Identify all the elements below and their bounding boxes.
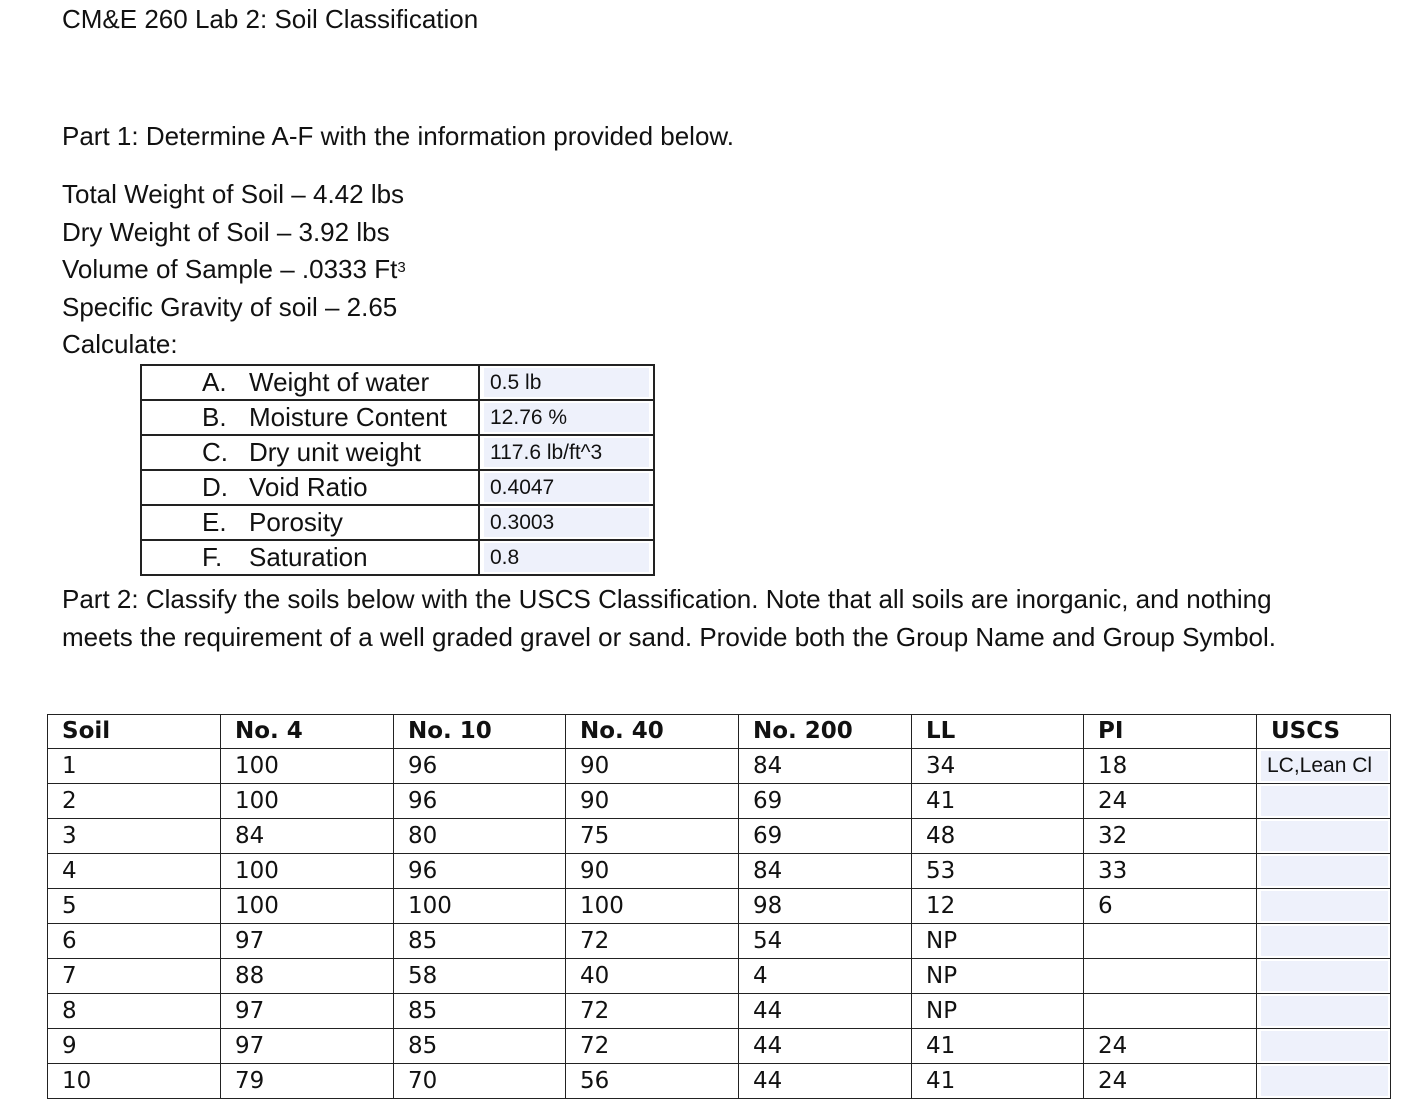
table-cell: 40 — [566, 958, 739, 993]
table-cell: 41 — [912, 1028, 1084, 1063]
dry-weight-line: Dry Weight of Soil – 3.92 lbs — [62, 216, 390, 247]
calc-answer-field[interactable]: 12.76 % — [484, 403, 649, 432]
table-cell: 58 — [394, 958, 566, 993]
table-cell: 53 — [912, 853, 1084, 888]
table-header-row — [48, 715, 1391, 749]
calc-answer-field[interactable]: 117.6 lb/ft^3 — [484, 438, 649, 467]
table-cell: 41 — [912, 1063, 1084, 1098]
table-cell: 72 — [566, 1028, 739, 1063]
table-cell: 44 — [739, 1028, 912, 1063]
uscs-answer-field[interactable] — [1261, 1066, 1388, 1096]
calc-row — [141, 435, 654, 470]
table-cell: 84 — [739, 853, 912, 888]
table-cell: 100 — [221, 748, 394, 783]
table-cell: 32 — [1084, 818, 1257, 853]
table-cell: 90 — [566, 853, 739, 888]
table-cell: 79 — [221, 1063, 394, 1098]
table-row — [48, 958, 1391, 993]
calc-label: Saturation — [249, 542, 368, 572]
table-cell: 100 — [566, 888, 739, 923]
specific-gravity-line: Specific Gravity of soil – 2.65 — [62, 291, 398, 322]
column-header: No. 40 — [566, 715, 739, 749]
column-header: No. 10 — [394, 715, 566, 749]
table-cell: 98 — [739, 888, 912, 923]
table-cell: 80 — [394, 818, 566, 853]
calc-letter: A. — [202, 367, 227, 397]
total-weight-line: Total Weight of Soil – 4.42 lbs — [62, 179, 405, 209]
table-row — [48, 923, 1391, 958]
table-cell: 5 — [48, 888, 221, 923]
volume-line — [62, 251, 406, 289]
table-cell: 70 — [394, 1063, 566, 1098]
table-cell: 44 — [739, 1063, 912, 1098]
uscs-cell — [1257, 1028, 1391, 1063]
calc-letter: F. — [202, 542, 223, 572]
calc-answer-cell — [479, 505, 654, 540]
uscs-cell — [1257, 818, 1391, 853]
calc-answer-field[interactable]: 0.4047 — [484, 473, 649, 502]
uscs-answer-field[interactable] — [1261, 961, 1388, 991]
calc-answer-cell — [479, 470, 654, 505]
table-cell: 100 — [221, 853, 394, 888]
table-cell: 72 — [566, 923, 739, 958]
column-header: No. 200 — [739, 715, 912, 749]
table-row — [48, 818, 1391, 853]
calc-row — [141, 400, 654, 435]
table-cell: 18 — [1084, 748, 1257, 783]
calc-question — [141, 400, 479, 435]
table-cell: 3 — [48, 818, 221, 853]
uscs-cell — [1257, 1063, 1391, 1098]
calc-letter: C. — [202, 437, 228, 467]
table-row — [48, 1063, 1391, 1098]
table-cell: NP — [912, 993, 1084, 1028]
calc-letter: D. — [202, 472, 228, 502]
calc-row — [141, 505, 654, 540]
column-header: USCS — [1257, 715, 1391, 749]
table-cell — [1084, 993, 1257, 1028]
table-cell — [1084, 958, 1257, 993]
soil-classification-table — [47, 714, 1391, 1099]
given-values — [62, 176, 406, 364]
uscs-answer-field[interactable] — [1261, 821, 1388, 851]
calc-answer-cell — [479, 400, 654, 435]
uscs-cell — [1257, 853, 1391, 888]
table-cell: 97 — [221, 923, 394, 958]
uscs-answer-field[interactable] — [1261, 926, 1388, 956]
table-cell: 9 — [48, 1028, 221, 1063]
table-cell: 10 — [48, 1063, 221, 1098]
column-header: LL — [912, 715, 1084, 749]
calc-label: Porosity — [249, 507, 343, 537]
column-header: No. 4 — [221, 715, 394, 749]
volume-text: Volume of Sample – .0333 Ft — [62, 254, 398, 284]
uscs-answer-field[interactable] — [1261, 786, 1388, 816]
calc-answer-cell — [479, 435, 654, 470]
calc-label: Dry unit weight — [249, 437, 421, 467]
table-cell: 7 — [48, 958, 221, 993]
uscs-cell — [1257, 958, 1391, 993]
table-cell: 34 — [912, 748, 1084, 783]
table-cell: 69 — [739, 818, 912, 853]
calc-row — [141, 365, 654, 400]
table-cell: 56 — [566, 1063, 739, 1098]
table-cell: 84 — [221, 818, 394, 853]
calc-letter: E. — [202, 507, 227, 537]
table-cell: 97 — [221, 993, 394, 1028]
table-cell: 85 — [394, 923, 566, 958]
calc-answer-field[interactable]: 0.8 — [484, 543, 649, 572]
table-cell: 72 — [566, 993, 739, 1028]
table-cell — [1084, 923, 1257, 958]
uscs-answer-field[interactable] — [1261, 856, 1388, 886]
column-header: Soil — [48, 715, 221, 749]
table-cell: 96 — [394, 783, 566, 818]
table-cell: 75 — [566, 818, 739, 853]
table-cell: 6 — [48, 923, 221, 958]
table-cell: 6 — [1084, 888, 1257, 923]
table-cell: 97 — [221, 1028, 394, 1063]
uscs-cell — [1257, 783, 1391, 818]
uscs-answer-field[interactable] — [1261, 891, 1388, 921]
document-title: CM&E 260 Lab 2: Soil Classification — [62, 4, 479, 34]
calc-question — [141, 365, 479, 400]
calc-label: Void Ratio — [249, 472, 368, 502]
table-cell: 4 — [48, 853, 221, 888]
table-cell: 4 — [739, 958, 912, 993]
table-cell: 12 — [912, 888, 1084, 923]
calc-label: Weight of water — [249, 367, 430, 397]
part2-instructions: Part 2: Classify the soils below with the USCS Classification. Note that all soils are inorganic, and nothing meets the requirement of a well graded gravel or sand. Provide both the Group Name and Group Symbol. — [62, 584, 1276, 652]
calc-question — [141, 505, 479, 540]
calculation-table — [140, 364, 655, 576]
calculate-label: Calculate: — [62, 329, 178, 359]
table-cell: 85 — [394, 1028, 566, 1063]
table-cell: 1 — [48, 748, 221, 783]
table-cell: 90 — [566, 783, 739, 818]
uscs-answer-field[interactable] — [1261, 996, 1388, 1026]
table-cell: 90 — [566, 748, 739, 783]
uscs-cell — [1257, 748, 1391, 783]
table-cell: 24 — [1084, 1063, 1257, 1098]
calc-row — [141, 470, 654, 505]
table-cell: 69 — [739, 783, 912, 818]
table-cell: 100 — [221, 783, 394, 818]
column-header: PI — [1084, 715, 1257, 749]
table-cell: NP — [912, 958, 1084, 993]
table-cell: 41 — [912, 783, 1084, 818]
table-cell: 44 — [739, 993, 912, 1028]
calc-letter: B. — [202, 402, 227, 432]
calc-answer-field[interactable]: 0.5 lb — [484, 368, 649, 397]
uscs-cell — [1257, 888, 1391, 923]
table-cell: 96 — [394, 853, 566, 888]
table-cell: 100 — [221, 888, 394, 923]
uscs-answer-field[interactable]: LC,Lean Cl — [1261, 751, 1388, 781]
table-cell: 24 — [1084, 1028, 1257, 1063]
table-row — [48, 748, 1391, 783]
uscs-answer-field[interactable] — [1261, 1031, 1388, 1061]
calc-question — [141, 540, 479, 575]
uscs-cell — [1257, 923, 1391, 958]
table-row — [48, 1028, 1391, 1063]
table-row — [48, 993, 1391, 1028]
table-cell: 48 — [912, 818, 1084, 853]
calc-label: Moisture Content — [249, 402, 447, 432]
calc-row — [141, 540, 654, 575]
volume-exponent: 3 — [397, 259, 406, 276]
table-cell: 33 — [1084, 853, 1257, 888]
calc-question — [141, 435, 479, 470]
calc-answer-field[interactable]: 0.3003 — [484, 508, 649, 537]
table-cell: 2 — [48, 783, 221, 818]
table-cell: 96 — [394, 748, 566, 783]
table-cell: 85 — [394, 993, 566, 1028]
calc-answer-cell — [479, 365, 654, 400]
table-cell: 54 — [739, 923, 912, 958]
calc-answer-cell — [479, 540, 654, 575]
table-cell: 8 — [48, 993, 221, 1028]
calc-question — [141, 470, 479, 505]
part1-heading: Part 1: Determine A-F with the information provided below. — [62, 121, 734, 151]
table-row — [48, 783, 1391, 818]
uscs-cell — [1257, 993, 1391, 1028]
table-cell: 100 — [394, 888, 566, 923]
table-row — [48, 853, 1391, 888]
table-row — [48, 888, 1391, 923]
table-cell: 24 — [1084, 783, 1257, 818]
table-cell: 88 — [221, 958, 394, 993]
table-cell: NP — [912, 923, 1084, 958]
table-cell: 84 — [739, 748, 912, 783]
